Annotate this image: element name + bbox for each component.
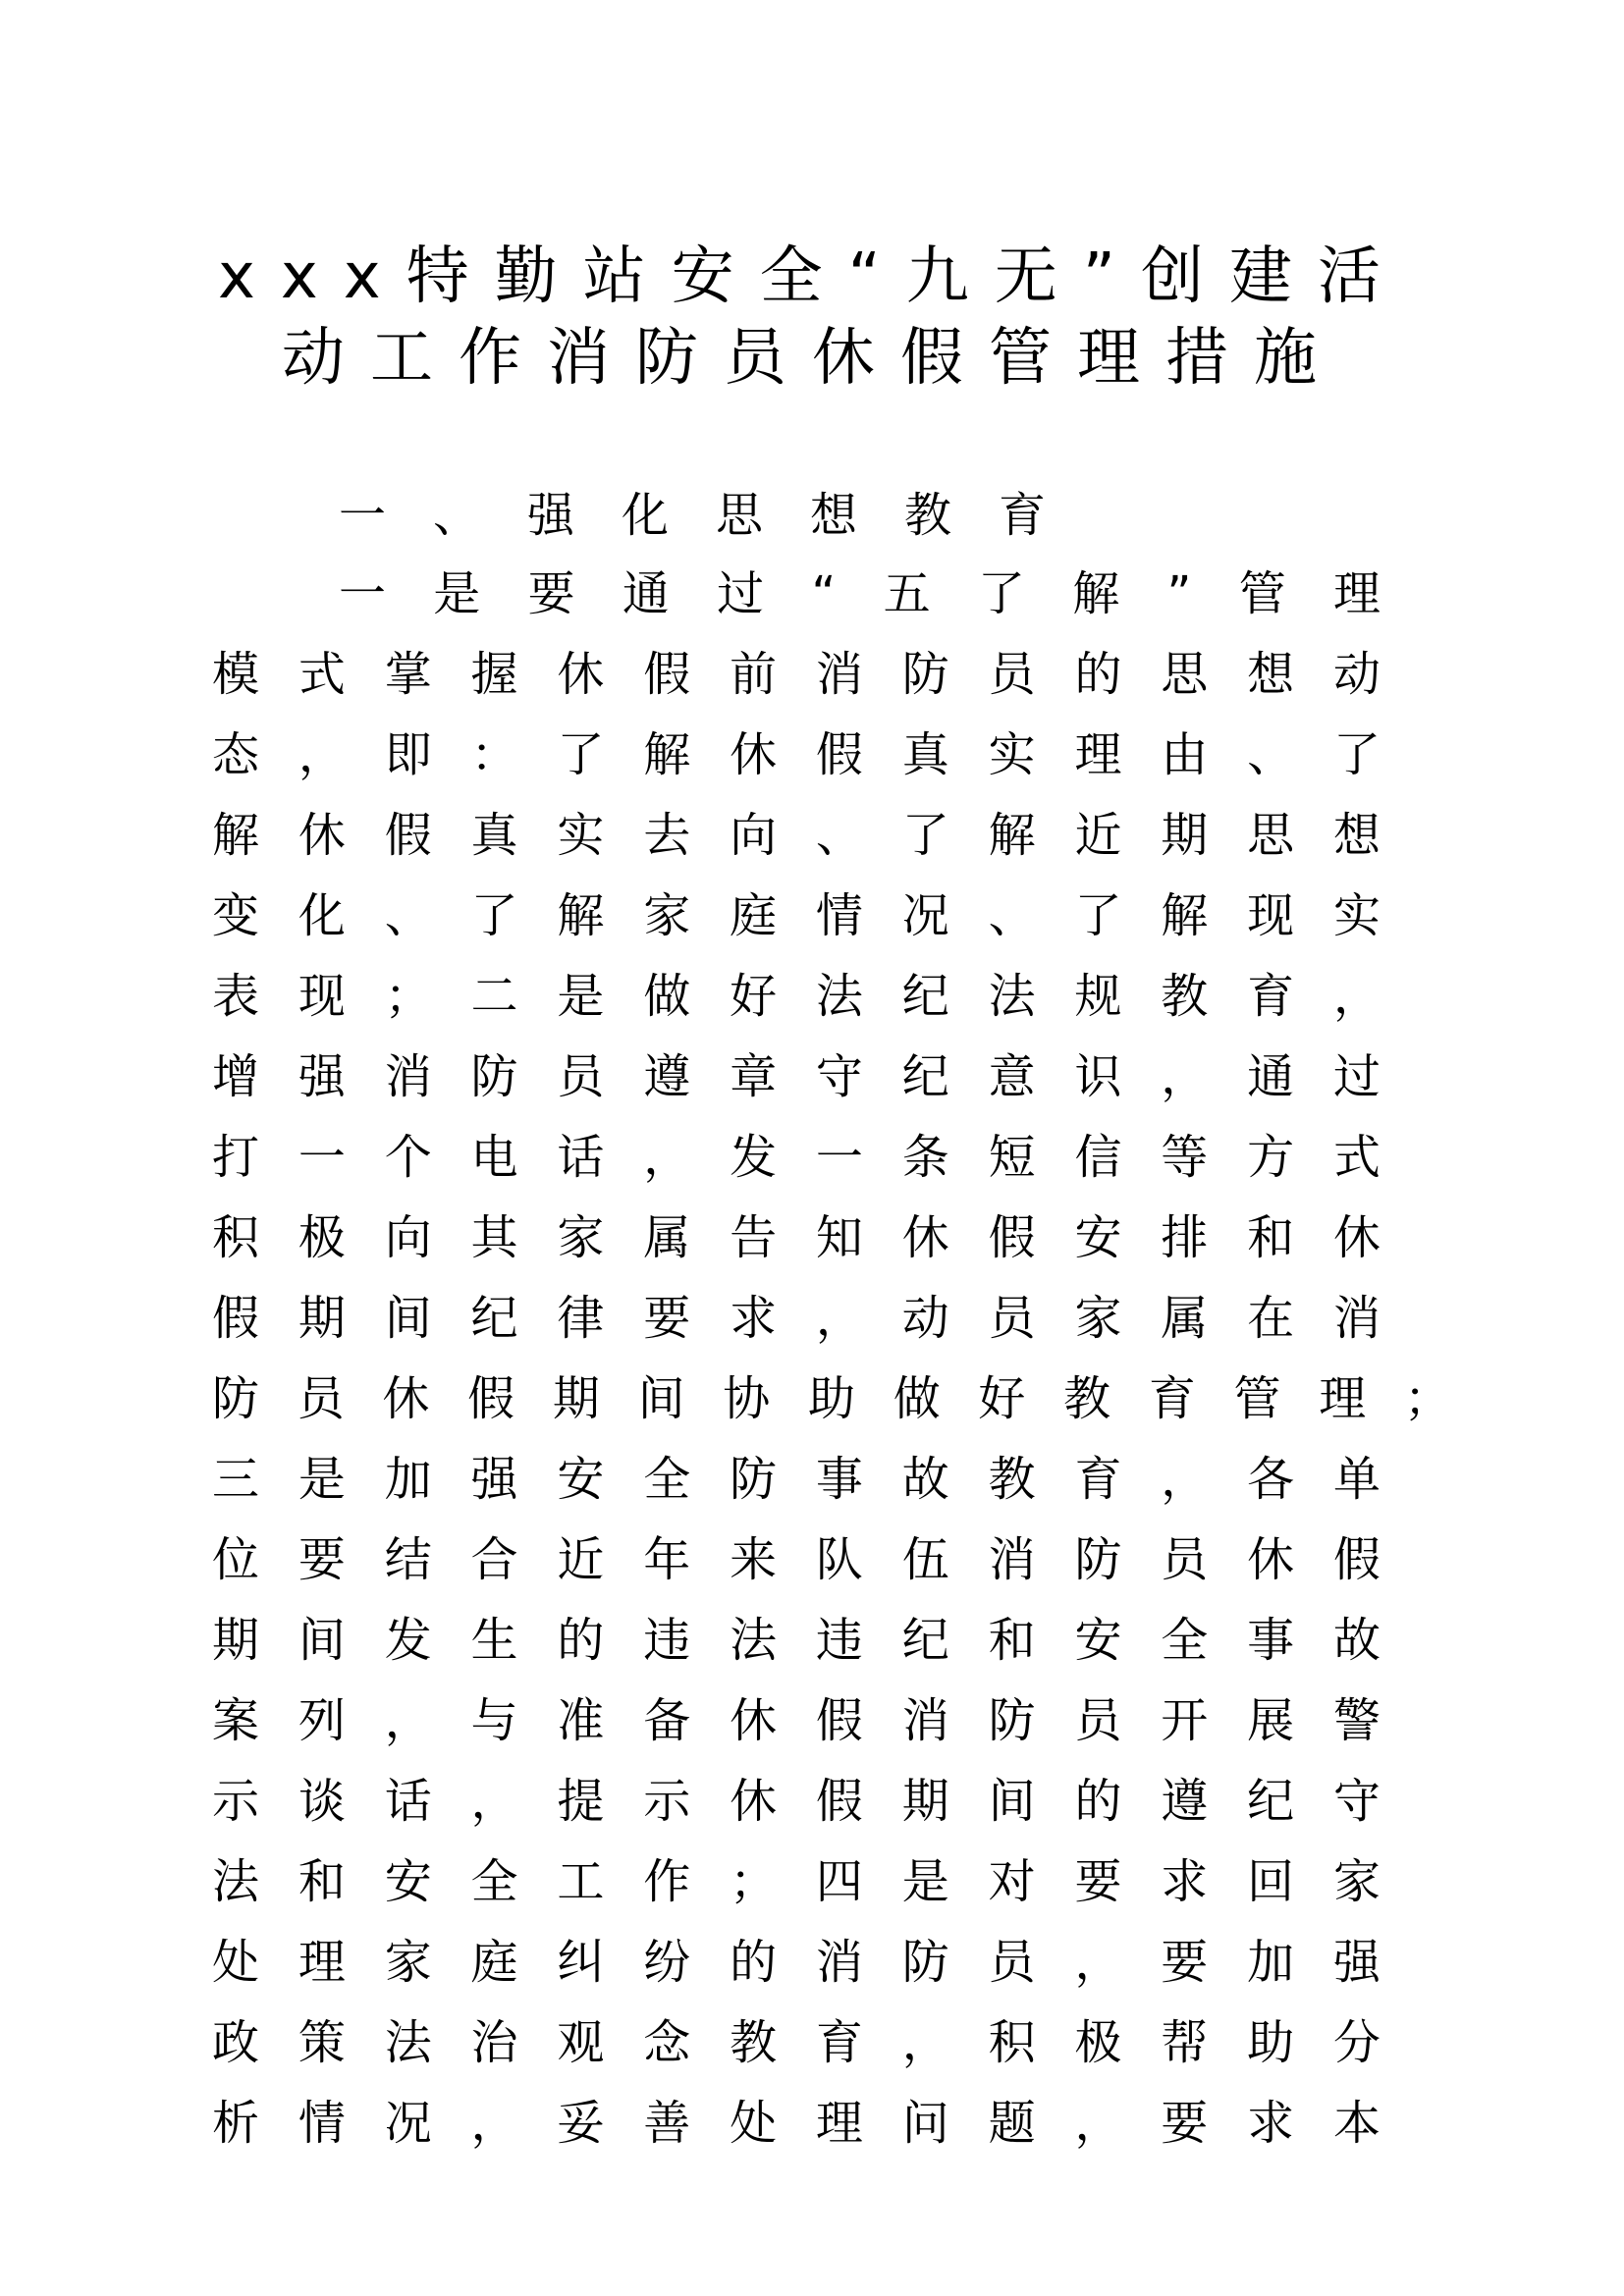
body-line: 积极向其家属告知休假安排和休 <box>212 1210 1380 1265</box>
document-title-line-1: xxx特勤站安全“九无”创建活 <box>218 240 1406 313</box>
body-line: 解休假真实去向、了解近期思想 <box>212 808 1380 863</box>
body-line: 一是要通过“五了解”管理 <box>339 566 1380 621</box>
body-line: 变化、了解家庭情况、了解现实 <box>212 888 1380 943</box>
body-line: 增强消防员遵章守纪意识，通过 <box>212 1049 1380 1104</box>
body-line: 政策法治观念教育，积极帮助分 <box>212 2015 1380 2070</box>
body-line: 析情况，妥善处理问题，要求本 <box>212 2096 1380 2151</box>
body-line: 示谈话，提示休假期间的遵纪守 <box>212 1774 1380 1829</box>
body-line: 位要结合近年来队伍消防员休假 <box>212 1532 1380 1587</box>
body-line: 处理家庭纠纷的消防员，要加强 <box>212 1935 1380 1990</box>
section-heading: 一、强化思想教育 <box>339 488 1094 543</box>
body-line: 案列，与准备休假消防员开展警 <box>212 1693 1380 1748</box>
body-line: 态，即：了解休假真实理由、了 <box>212 727 1380 782</box>
body-line: 模式掌握休假前消防员的思想动 <box>212 647 1380 702</box>
body-line: 法和安全工作；四是对要求回家 <box>212 1854 1380 1909</box>
body-line: 防员休假期间协助做好教育管理； <box>212 1371 1451 1426</box>
body-line: 假期间纪律要求，动员家属在消 <box>212 1291 1380 1346</box>
body-line: 三是加强安全防事故教育，各单 <box>212 1452 1380 1507</box>
body-line: 打一个电话，发一条短信等方式 <box>212 1130 1380 1185</box>
body-line: 表现；二是做好法纪法规教育， <box>212 969 1380 1024</box>
document-title-line-2: 动工作消防员休假管理措施 <box>282 322 1342 395</box>
body-line: 期间发生的违法违纪和安全事故 <box>212 1613 1380 1668</box>
